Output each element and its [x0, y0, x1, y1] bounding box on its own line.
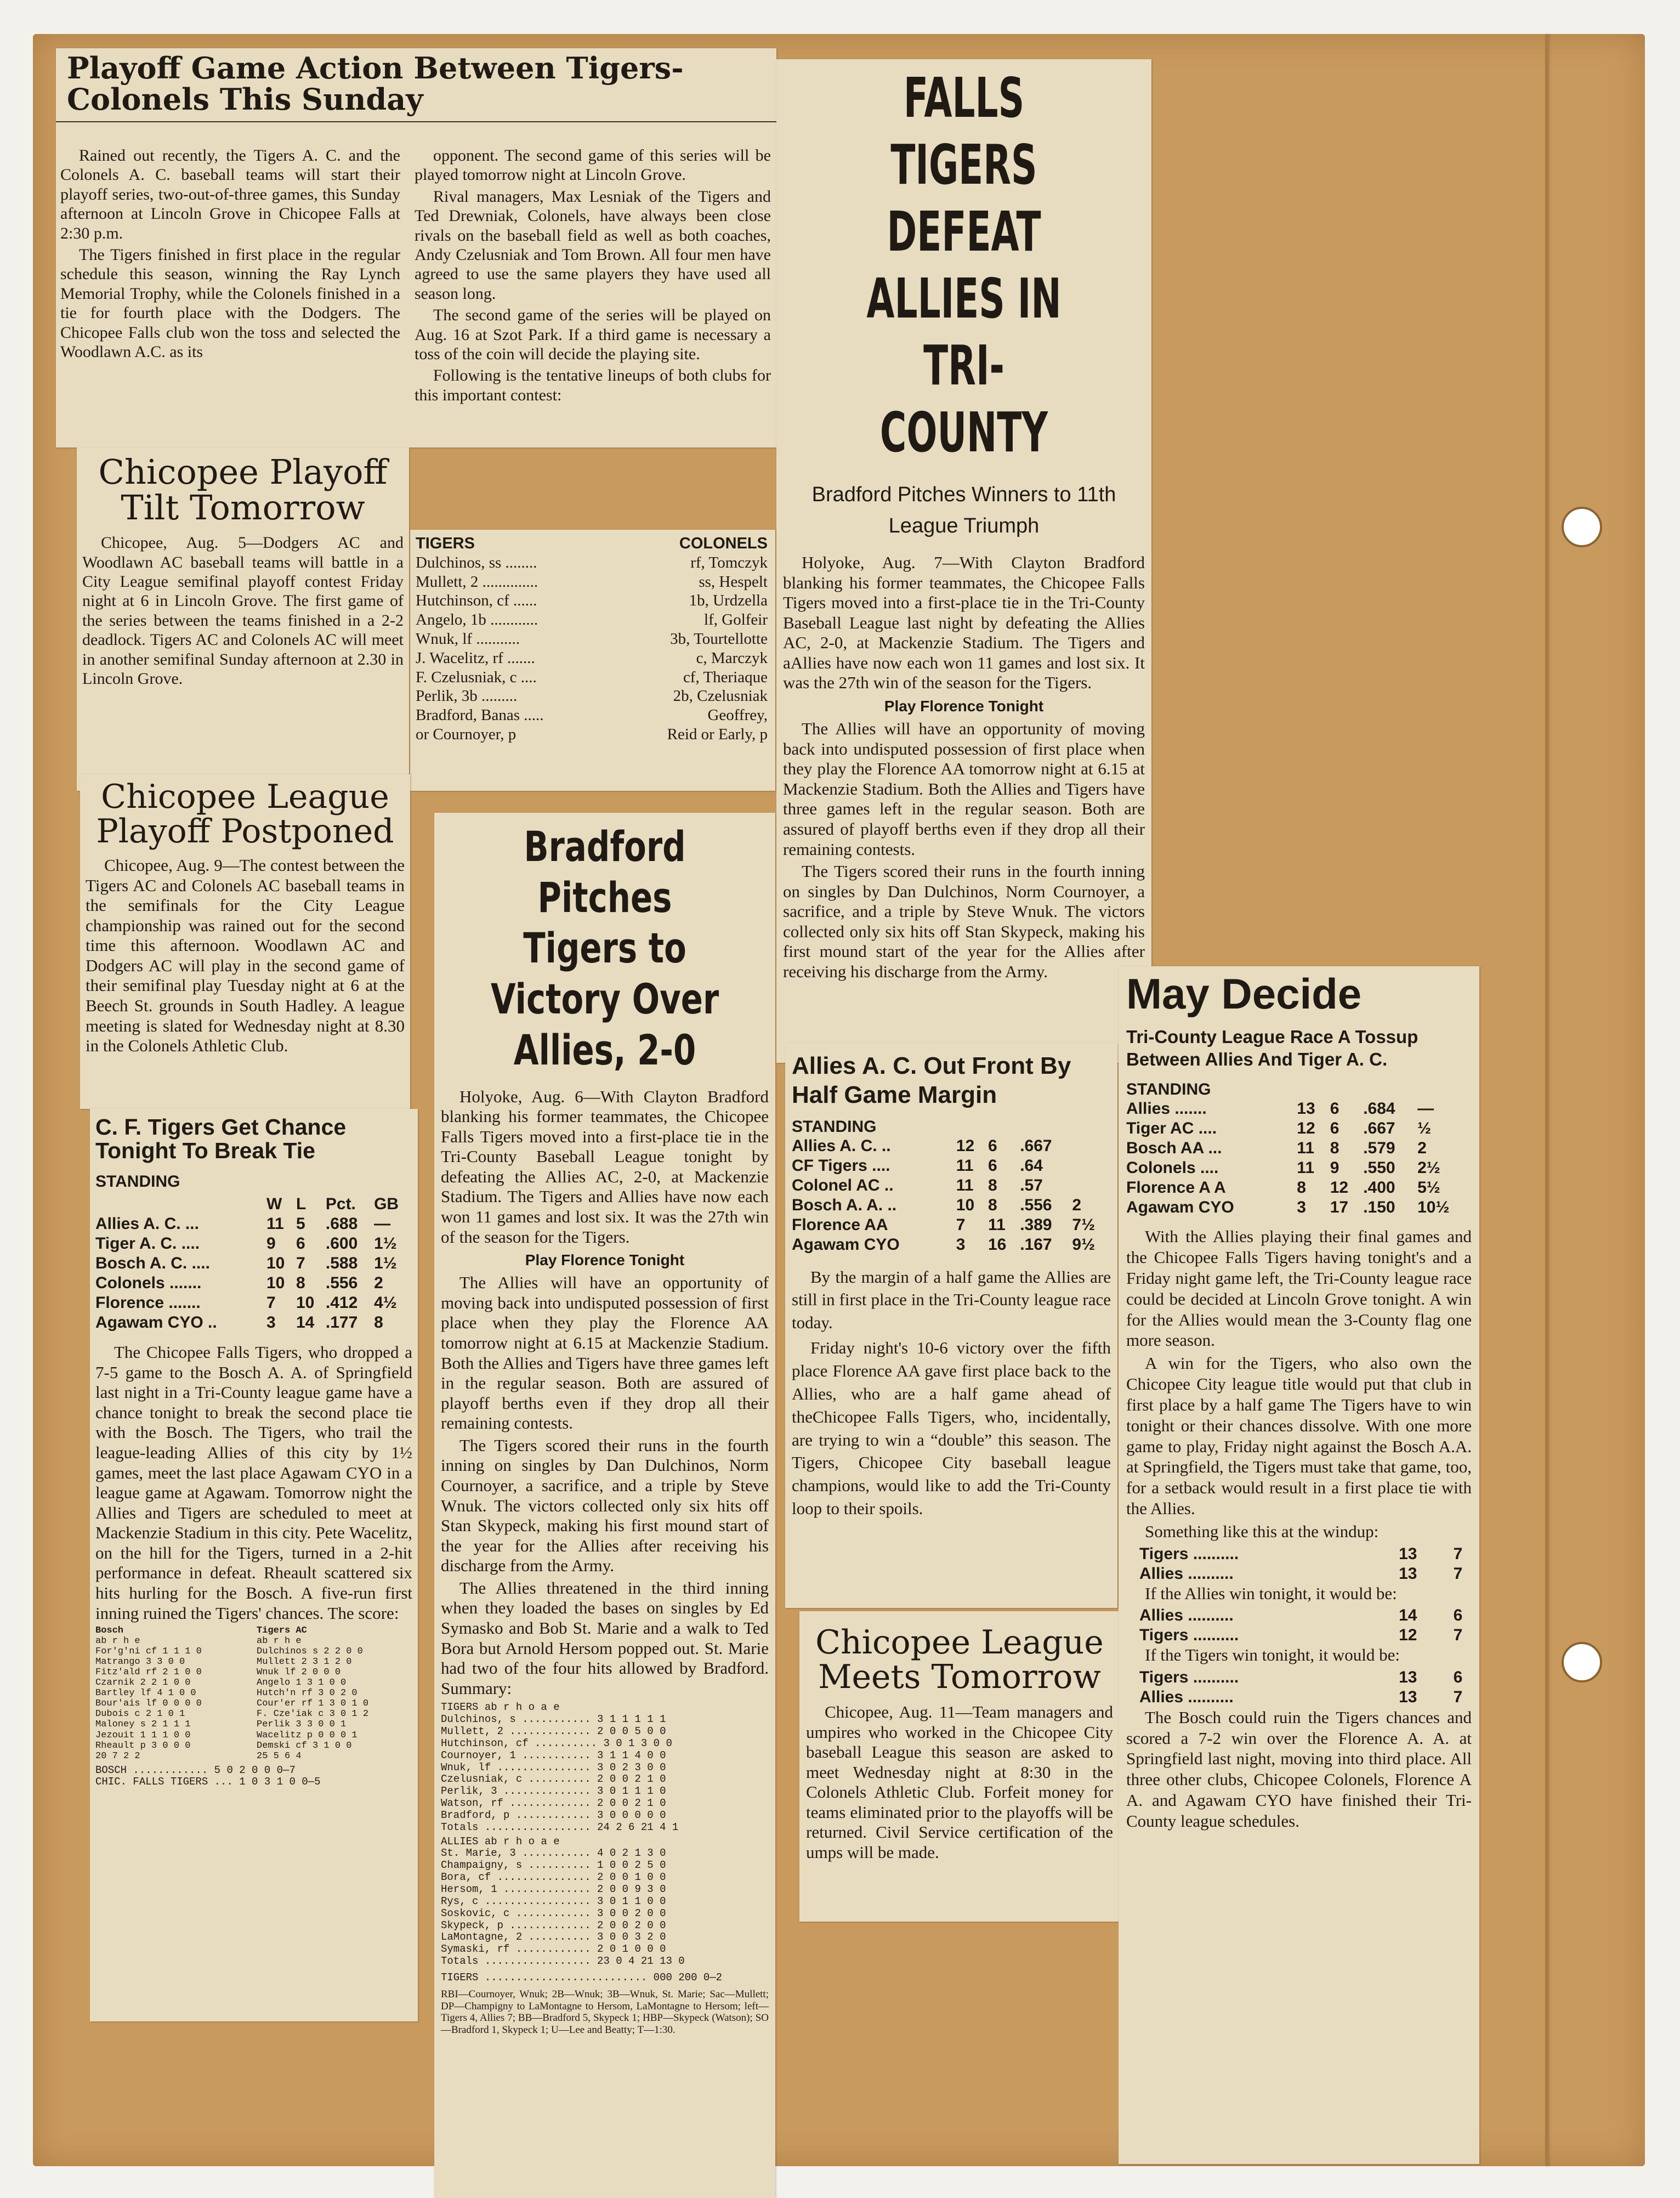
standings-row: CF Tigers .... 11 6 .64: [792, 1156, 1043, 1175]
standings-row: Bosch A. C. .... 10 7 .588 1½: [95, 1254, 397, 1273]
standings-row: Tiger AC .... 12 6 .667 ½: [1126, 1119, 1432, 1138]
standings-row: Colonels .... 11 9 .550 2½: [1126, 1159, 1440, 1177]
clipping-league-playoff-postponed: [80, 774, 410, 1109]
standing-label: STANDING: [1126, 1080, 1211, 1099]
article-body: With the Allies playing their final games and the Chicopee Falls Tigers having tonight's and a Friday night game left, the Tri-County league race could be decided at Lincoln Grove tonight. A win for the Allies would mean the 3-County flag one more season. A win for the Tigers, who also own the Chicopee City league title would put that club in first place by a half game The Tigers have to win tonight or their chances dissolve. With one more game to play, Friday night against the Bosch A.A. at Springfield, the Tigers must take that game, too, for a setback would result in a first place tie with the Allies. Something like this at the windup:: [1126, 1227, 1472, 1541]
clipping-cf-tigers-chance: [90, 1109, 418, 2021]
standings-row: Allies A. C. ... 11 5 .688 —: [95, 1215, 391, 1233]
paragraph: Rained out recently, the Tigers A. C. and the Colonels A. C. baseball teams will start their playoff series, two-out-of-three games, this Sunday afternoon at Lincoln Grove in Chicopee Falls at 2:30 p.m.: [60, 146, 400, 242]
subheadline: Bradford Pitches Winners to 11th League Triumph: [811, 483, 1116, 537]
line-score: BOSCH ............ 5 0 2 0 0 0—7 CHIC. FALLS TIGERS ... 1 0 3 1 0 0—5: [95, 1764, 321, 1788]
standings-row: Agawam CYO .. 3 14 .177 8: [95, 1313, 383, 1332]
lineup-row: Angelo, 1b ............ lf, Golfeir: [416, 611, 768, 629]
headline: Chicopee League Playoff Postponed: [96, 778, 394, 851]
article-body: The Chicopee Falls Tigers, who dropped a 7-5 game to the Bosch A. A. of Springfield last night in a Tri-County league game have a chance tonight to break the second place tie with the Bosch. The Tigers, who trail the league-leading Allies of this city by 1½ games, meet the last place Agawam CYO in a league game at Agawam. Tomorrow night the Allies and Tigers are scheduled to meet at Mackenzie Stadium in this city. Pete Wacelitz, on the hill for the Tigers, turned in a 2-hit performance in defeat. Rheault scattered six hits hurling for the Bosch. A five-run first inning ruined the Tigers' chances. The score:: [95, 1342, 412, 1623]
standings-row: Bosch AA ... 11 8 .579 2: [1126, 1139, 1427, 1158]
standings-row: Florence ....... 7 10 .412 4½: [95, 1294, 397, 1312]
lineup-row: F. Czelusniak, c .... cf, Theriaque: [416, 668, 768, 686]
clipping-allies-out-front: [785, 1043, 1117, 1608]
headline: Chicopee Playoff Tilt Tomorrow: [98, 452, 388, 528]
binder-hole: [1562, 507, 1602, 547]
binder-hole: [1562, 1642, 1602, 1683]
standing-label: STANDING: [792, 1117, 877, 1136]
lineup-header: TIGERS: [416, 535, 475, 552]
article-column-left: [60, 146, 400, 364]
article-body: Holyoke, Aug. 7—With Clayton Bradford blanking his former teammates, the Chicopee Falls Tigers moved into a first-place tie in the Tri-County Baseball League last night by defeating the Allies AC, 2-0, at Mackenzie Stadium. The Tigers and aAllies have now each won 11 games and lost six. It was the 27th win of the season for the Tigers. Play Florence Tonight The Allies will have an opportunity of moving back into undisputed possession of first place when they play the Florence AA tomorrow night at 6.15 at Mackenzie Stadium. Both the Allies and Tigers have three games left in the regular season. Both are assured of playoff berths even if they drop all their remaining contests. The Tigers scored their runs in the fourth inning on singles by Dan Dulchinos, Norm Cournoyer, a sacrifice, and a triple by Steve Wnuk. The victors collected only six hits off Stan Skypeck, making his first mound start of the year for the Allies after receiving his discharge from the Army.: [783, 553, 1145, 981]
paragraph: The Tigers finished in first place in the regular schedule this season, winning the Ray Lynch Memorial Trophy, while the Colonels finished in a tie for fourth place with the Dodgers. The Chicopee Falls club won the toss and selected the Woodlawn A.C. as its: [60, 245, 400, 361]
paragraph: Rival managers, Max Lesniak of the Tigers and Ted Drewniak, Colonels, have always been close rivals on the baseball field as well as both coaches, Andy Czelusniak and Tom Brown. All four men have agreed to use the same players they have used all season long.: [415, 187, 771, 303]
standings-row: Colonels ....... 10 8 .556 2: [95, 1274, 383, 1293]
scenario-table: Tigers .......... 13 6 Allies .......... 13 7: [1139, 1668, 1463, 1706]
scenario-table: Allies .......... 14 6 Tigers .......... 12 7: [1139, 1606, 1463, 1645]
scenario-text: If the Tigers win tonight, it would be:: [1145, 1645, 1400, 1665]
lineup-row: Wnuk, lf ........... 3b, Tourtellotte: [416, 630, 768, 648]
standings-table: [1126, 1099, 1472, 1217]
paragraph: The second game of the series will be played on Aug. 16 at Szot Park. If a third game is necessary a toss of the coin will decide the playing site.: [415, 306, 771, 363]
scenario-text: If the Allies win tonight, it would be:: [1145, 1583, 1397, 1603]
lineup-row: Dulchinos, ss ........ rf, Tomczyk: [416, 553, 768, 571]
clipping-may-decide: [1119, 966, 1479, 2164]
lineup-table: [416, 534, 770, 744]
clipping-chicopee-playoff-tilt: [77, 447, 409, 791]
lineup-box: [410, 530, 775, 791]
standings-row: Agawam CYO 3 16 .167 9½: [792, 1235, 1096, 1254]
lineup-row: Hutchinson, cf ...... 1b, Urdzella: [416, 592, 768, 610]
scrapbook-page: [33, 34, 1645, 2166]
lineup-row: or Cournoyer, p Reid or Early, p: [416, 725, 768, 743]
lineup-row: Perlik, 3b ......... 2b, Czelusniak: [416, 687, 768, 705]
clipping-playoff-game-action: [56, 48, 776, 447]
standings-header: W L Pct. GB: [266, 1195, 399, 1214]
box-score-bosch: Bosch ab r h e For'g'ni cf 1 1 1 0 Matrango 3 3 0 0 Fitz'ald rf 2 1 0 0 Czarnik 2 2 1 0 0 Bartley lf 4 1 0 0 Bour'ais lf 0 0 0 0 Dubois c 2 1 0 1 Maloney s 2 1 1 1 Jezouit 1 1 1 0 0 Rheault p 3 0 0 0 20 7 2 2: [95, 1625, 202, 1761]
paragraph: opponent. The second game of this series will be played tomorrow night at Lincoln Grove.: [415, 146, 771, 184]
headline: Bradford Pitches Tigers to Victory Over Allies, 2-0: [490, 822, 719, 1074]
lineup-row: Mullett, 2 .............. ss, Hespelt: [416, 573, 768, 591]
box-score: [95, 1625, 412, 1761]
headline: Playoff Game Action Between Tigers-Colonels This Sunday: [67, 50, 684, 117]
article-body: Chicopee, Aug. 5—Dodgers AC and Woodlawn AC baseball teams will battle in a City League semifinal playoff contest Friday night at 6 in Lincoln Grove. The first game of the series between the teams finished in a 2-2 deadlock. Tigers AC and Colonels AC will meet in another semifinal Sunday afternoon at 2.30 in Lincoln Grove.: [82, 534, 404, 688]
article-column-right: [415, 146, 771, 407]
standing-label: STANDING: [95, 1172, 180, 1191]
standings-row: Allies ....... 13 6 .684 —: [1126, 1100, 1434, 1118]
lineup-header: COLONELS: [679, 535, 768, 552]
scenario-table: Tigers .......... 13 7 Allies .......... 13 7: [1139, 1544, 1463, 1583]
standings-table: [95, 1194, 412, 1333]
headline: Allies A. C. Out Front By Half Game Margin: [792, 1052, 1071, 1108]
article-body: Holyoke, Aug. 6—With Clayton Bradford blanking his former teammates, the Chicopee Falls Tigers moved into a first-place tie in the Tri-County Baseball League tonight by defeating the Allies AC, 2-0, at Mackenzie Stadium. The Tigers and Allies have now each won 11 games and lost six. It was the 27th win of the season for the Tigers. Play Florence Tonight The Allies will have an opportunity of moving back into undisputed possession of first place when they play the Florence AA tomorrow night at 6.15 at Mackenzie Stadium. Both the Allies and Tigers have three games left in the regular season. Both are assured of playoff berths even if they drop all their remaining contests. The Tigers scored their runs in the fourth inning on singles by Dan Dulchinos, Norm Cournoyer, a sacrifice, and a triple by Steve Wnuk. The victors collected only six hits off Stan Skypeck, making his first mound start of the year for the Allies after receiving his discharge from the Army. The Allies threatened in the third inning when they loaded the bases on singles by Ed Symasko and Bob St. Marie and a walk to Ted Bora but Arnold Hersom popped out. St. Marie had two of the four hits allowed by Bradford. Summary:: [441, 1086, 769, 1698]
standings-row: Agawam CYO 3 17 .150 10½: [1126, 1198, 1450, 1217]
lineup-row: Bradford, Banas ..... Geoffrey,: [416, 706, 768, 724]
paragraph: Following is the tentative lineups of both clubs for this important contest:: [415, 366, 771, 404]
headline: FALLS TIGERS DEFEAT ALLIES IN TRI-COUNTY: [866, 66, 1062, 464]
headline: C. F. Tigers Get Chance Tonight To Break Tie: [95, 1114, 347, 1164]
clipping-chicopee-league-meets: [799, 1611, 1120, 1922]
standings-row: Bosch A. A. .. 10 8 .556 2: [792, 1196, 1082, 1214]
headline: May Decide: [1126, 970, 1362, 1018]
headline: Chicopee League Meets Tomorrow: [815, 1623, 1104, 1696]
standings-table: [792, 1136, 1111, 1255]
article-body: Chicopee, Aug. 9—The contest between the Tigers AC and Colonels AC baseball teams in the semifinals for the City League championship was rained out for the second time this afternoon. Woodlawn AC and Dodgers AC will play in the second game of their semifinal play Tuesday night at 6 at the Beech St. grounds in South Hadley. A league meeting is slated for Wednesday night at 8.30 in the Colonels Athletic Club.: [86, 856, 405, 1056]
box-score: TIGERS ab r h o a e Dulchinos, s ........... 3 1 1 1 1 1 Mullett, 2 ............. 2 0 0 5 0 0 Hutchinson, cf .......... 3 0 1 3 0 0 Cournoyer, 1 ........... 3 1 1 4 0 0 Wnuk, lf ............... 3 0 2 3 0 0 Czelusniak, c .......... 2 0 0 2 1 0 Perlik, 3 .............. 3 0 1 1 1 0 Watson, rf ............. 2 0 0 2 1 0 Bradford, p ............ 3 0 0 0 0 0 Totals ................. 24 2 6 21 4 1 ALLIES ab r h o a e St. Marie, 3 ........... 4 0 2 1 3 0 Champaigny, s .......... 1 0 0 2 5 0 Bora, cf ............... 2 0 0 1 0 0 Hersom, 1 .............. 2 0 0 9 3 0 Rys, c ................. 3 0 1 1 0 0 Soskovic, c ............ 3 0 0 2 0 0 Skypeck, p ............. 2 0 0 2 0 0 LaMontagne, 2 .......... 3 0 0 3 2 0 Symaski, rf ............ 2 0 1 0 0 0 Totals ................. 23 0 4 21 13 0 TIGERS .......................... 000 200 0—2: [441, 1701, 723, 1984]
subheading: Play Florence Tonight: [525, 1251, 685, 1269]
article-body: Chicopee, Aug. 11—Team managers and umpires who worked in the Chicopee City baseball League this season are asked to meet Wednesday night at 8:30 in the Colonels Athletic Club. Forfeit money for teams eliminated prior to the playoffs will be returned. Civil Service certification of the umps will be made.: [806, 1702, 1113, 1862]
subheadline: Tri-County League Race A Tossup Between Allies And Tiger A. C.: [1126, 1026, 1418, 1070]
article-body: By the margin of a half game the Allies are still in first place in the Tri-County league race today. Friday night's 10-6 victory over the fifth place Florence AA gave first place back to the Allies, who are a half game ahead of theChicopee Falls Tigers, who, incidentally, are trying to win a “double” this season. The Tigers, Chicopee City baseball league champions, would like to add the Tri-County loop to their spoils.: [792, 1267, 1111, 1519]
clipping-falls-tigers-defeat-allies: [776, 59, 1151, 1063]
article-body: The Bosch could ruin the Tigers chances and scored a 7-2 win over the Florence A. A. at Springfield last night, moving into third place. All three other clubs, Chicopee Colonels, Florence A A. and Agawam CYO have finished their Tri-County league schedules.: [1126, 1707, 1472, 1831]
standings-row: Florence AA 7 11 .389 7½: [792, 1215, 1096, 1234]
box-score-tigers: Tigers AC ab r h e Dulchinos s 2 2 0 0 Mullett 2 3 1 2 0 Wnuk lf 2 0 0 0 Angelo 1 3 1 0 0 Hutch'n rf 3 0 2 0 Cour'er rf 1 3 0 1 0 F. Cze'iak c 3 0 1 2 Perlik 3 3 0 0 1 Wacelitz p 0 0 0 1 Demski cf 3 1 0 0 25 5 6 4: [257, 1625, 369, 1761]
standings-row: Allies A. C. .. 12 6 .667: [792, 1136, 1052, 1155]
standings-row: Tiger A. C. .... 9 6 .600 1½: [95, 1234, 397, 1253]
standings-row: Colonel AC .. 11 8 .57: [792, 1176, 1043, 1194]
subheading: Play Florence Tonight: [884, 698, 1044, 715]
lineup-row: J. Wacelitz, rf ....... c, Marczyk: [416, 649, 768, 667]
page-fold: [1545, 34, 1548, 2166]
standings-row: Florence A A 8 12 .400 5½: [1126, 1179, 1440, 1197]
clipping-bradford-pitches-tigers: [434, 813, 775, 2198]
summary-footer: RBI—Cournoyer, Wnuk; 2B—Wnuk; 3B—Wnuk, St. Marie; Sac—Mullett; DP—Champigny to LaMontagne to Hersom, LaMontagne to Hersom; left—Tigers 4, Allies 7; BB—Bradford 5, Skypeck 1; HBP—Skypeck (Watson); SO—Bradford 1, Skypeck 1; U—Lee and Beatty; T—1:30.: [441, 1988, 769, 2036]
